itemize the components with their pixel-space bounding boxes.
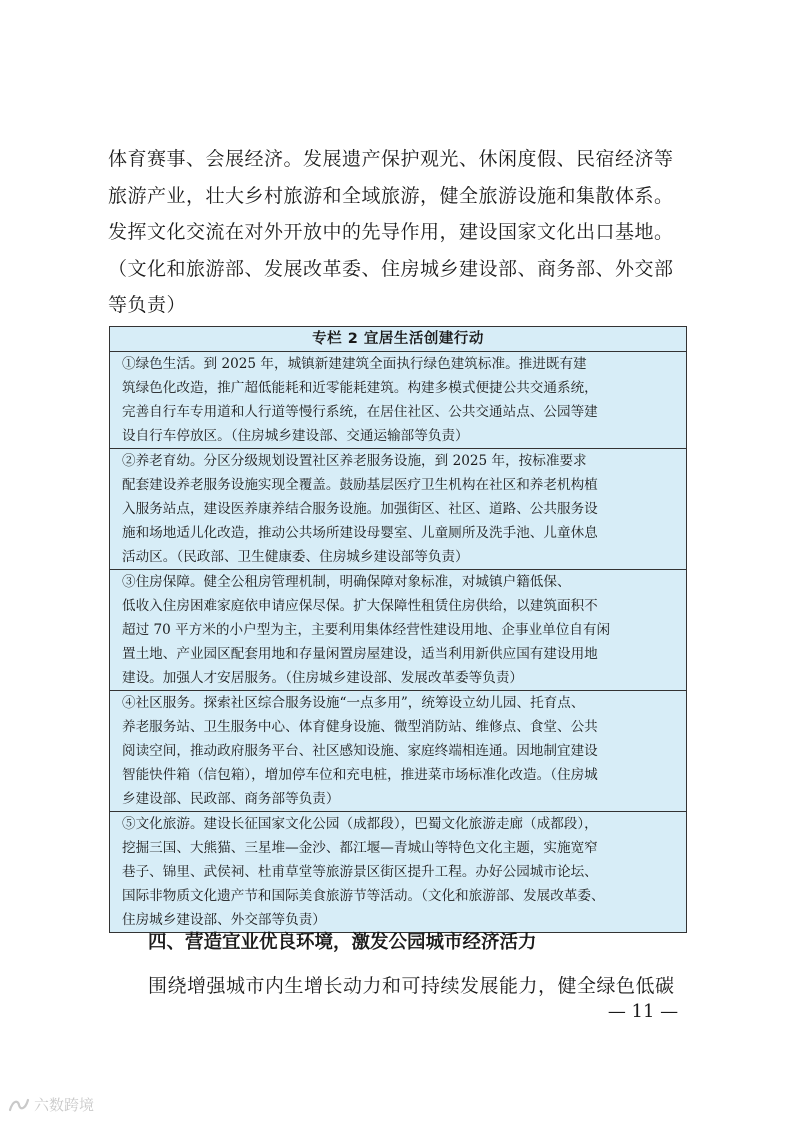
text-line: 挖掘三国、大熊猫、三星堆—金沙、都江堰—青城山等特色文化主题，实施宽窄 [122,840,598,856]
page-number: — 11 — [607,1001,679,1022]
feature-box [109,326,687,933]
text-line: 置土地、产业园区配套用地和存量闲置房屋建设，适当利用新供应国有建设用地 [122,646,598,662]
text-line: （文化和旅游部、发展改革委、住房城乡建设部、商务部、外交部 [108,257,674,280]
intro-paragraph [108,141,688,324]
text-line: 施和场地适儿化改造，推动公共场所建设母婴室、儿童厕所及洗手池、儿童休息 [122,525,598,541]
text-line: 配套建设养老服务设施实现全覆盖。鼓励基层医疗卫生机构在社区和养老机构植 [122,477,598,493]
text-line: ③住房保障。健全公租房管理机制，明确保障对象标准，对城镇户籍低保、 [122,574,571,590]
watermark-text: 六数跨境 [34,1096,95,1114]
text-line: 超过 70 平方米的小户型为主，主要利用集体经营性建设用地、企事业单位自有闲 [122,622,611,638]
text-line: 发挥文化交流在对外开放中的先导作用，建设国家文化出口基地。 [108,221,674,243]
text-line: 阅读空间，推动政府服务平台、社区感知设施、家庭终端相连通。因地制宜建设 [122,743,598,759]
box-item-elderly-childcare [110,449,686,570]
box-item-green-living [110,352,686,449]
text-line: 乡建设部、民政部、商务部等负责） [122,791,340,807]
text-line: ①绿色生活。到 2025 年，城镇新建建筑全面执行绿色建筑标准。推进既有建 [122,356,587,372]
text-line: 国际非物质文化遗产节和国际美食旅游节等活动。（文化和旅游部、发展改革委、 [122,888,605,904]
text-line: ②养老育幼。分区分级规划设置社区养老服务设施，到 2025 年，按标准要求 [122,453,587,469]
text-line: 巷子、锦里、武侯祠、杜甫草堂等旅游景区街区提升工程。办好公园城市论坛、 [122,864,598,880]
box-item-community-services [110,691,686,812]
text-line: 等负责） [108,294,187,316]
text-line: 智能快件箱（信包箱），增加停车位和充电桩，推进菜市场标准化改造。（住房城 [122,767,598,783]
watermark [8,1094,94,1115]
text-line: 活动区。（民政部、卫生健康委、住房城乡建设部等负责） [122,549,469,565]
text-line: 养老服务站、卫生服务中心、体育健身设施、微型消防站、维修点、食堂、公共 [122,719,598,735]
text-line: 体育赛事、会展经济。发展遗产保护观光、休闲度假、民宿经济等 [108,148,674,170]
text-line: ④社区服务。探索社区综合服务设施“一点多用”，统筹设立幼儿园、托育点、 [122,695,585,711]
text-line: 住房城乡建设部、外交部等负责） [122,912,326,928]
text-line: 完善自行车专用道和人行道等慢行系统，在居住社区、公共交通站点、公园等建 [122,404,598,420]
text-line: ⑤文化旅游。建设长征国家文化公园（成都段），巴蜀文化旅游走廊（成都段）， [122,816,598,832]
text-line: 建设。加强人才安居服务。（住房城乡建设部、发展改革委等负责） [122,670,524,686]
text-line: 筑绿色化改造，推广超低能耗和近零能耗建筑。构建多模式便捷公共交通系统， [122,380,598,396]
text-line: 设自行车停放区。（住房城乡建设部、交通运输部等负责） [122,428,469,444]
section-heading: 四、营造宜业优良环境，激发公园城市经济活力 [148,932,537,953]
box-item-culture-tourism [110,812,686,932]
text-line: 入服务站点，建设医养康养结合服务设施。加强街区、社区、道路、公共服务设 [122,501,598,517]
text-line: 旅游产业，壮大乡村旅游和全域旅游，健全旅游设施和集散体系。 [108,184,674,207]
box-title: 专栏 2 宜居生活创建行动 [110,327,686,352]
text-line: 围绕增强城市内生增长动力和可持续发展能力，健全绿色低碳 [148,975,675,997]
box-item-housing [110,570,686,691]
watermark-logo-icon [8,1097,30,1113]
text-line: 低收入住房困难家庭依申请应保尽保。扩大保障性租赁住房供给，以建筑面积不 [122,598,598,614]
